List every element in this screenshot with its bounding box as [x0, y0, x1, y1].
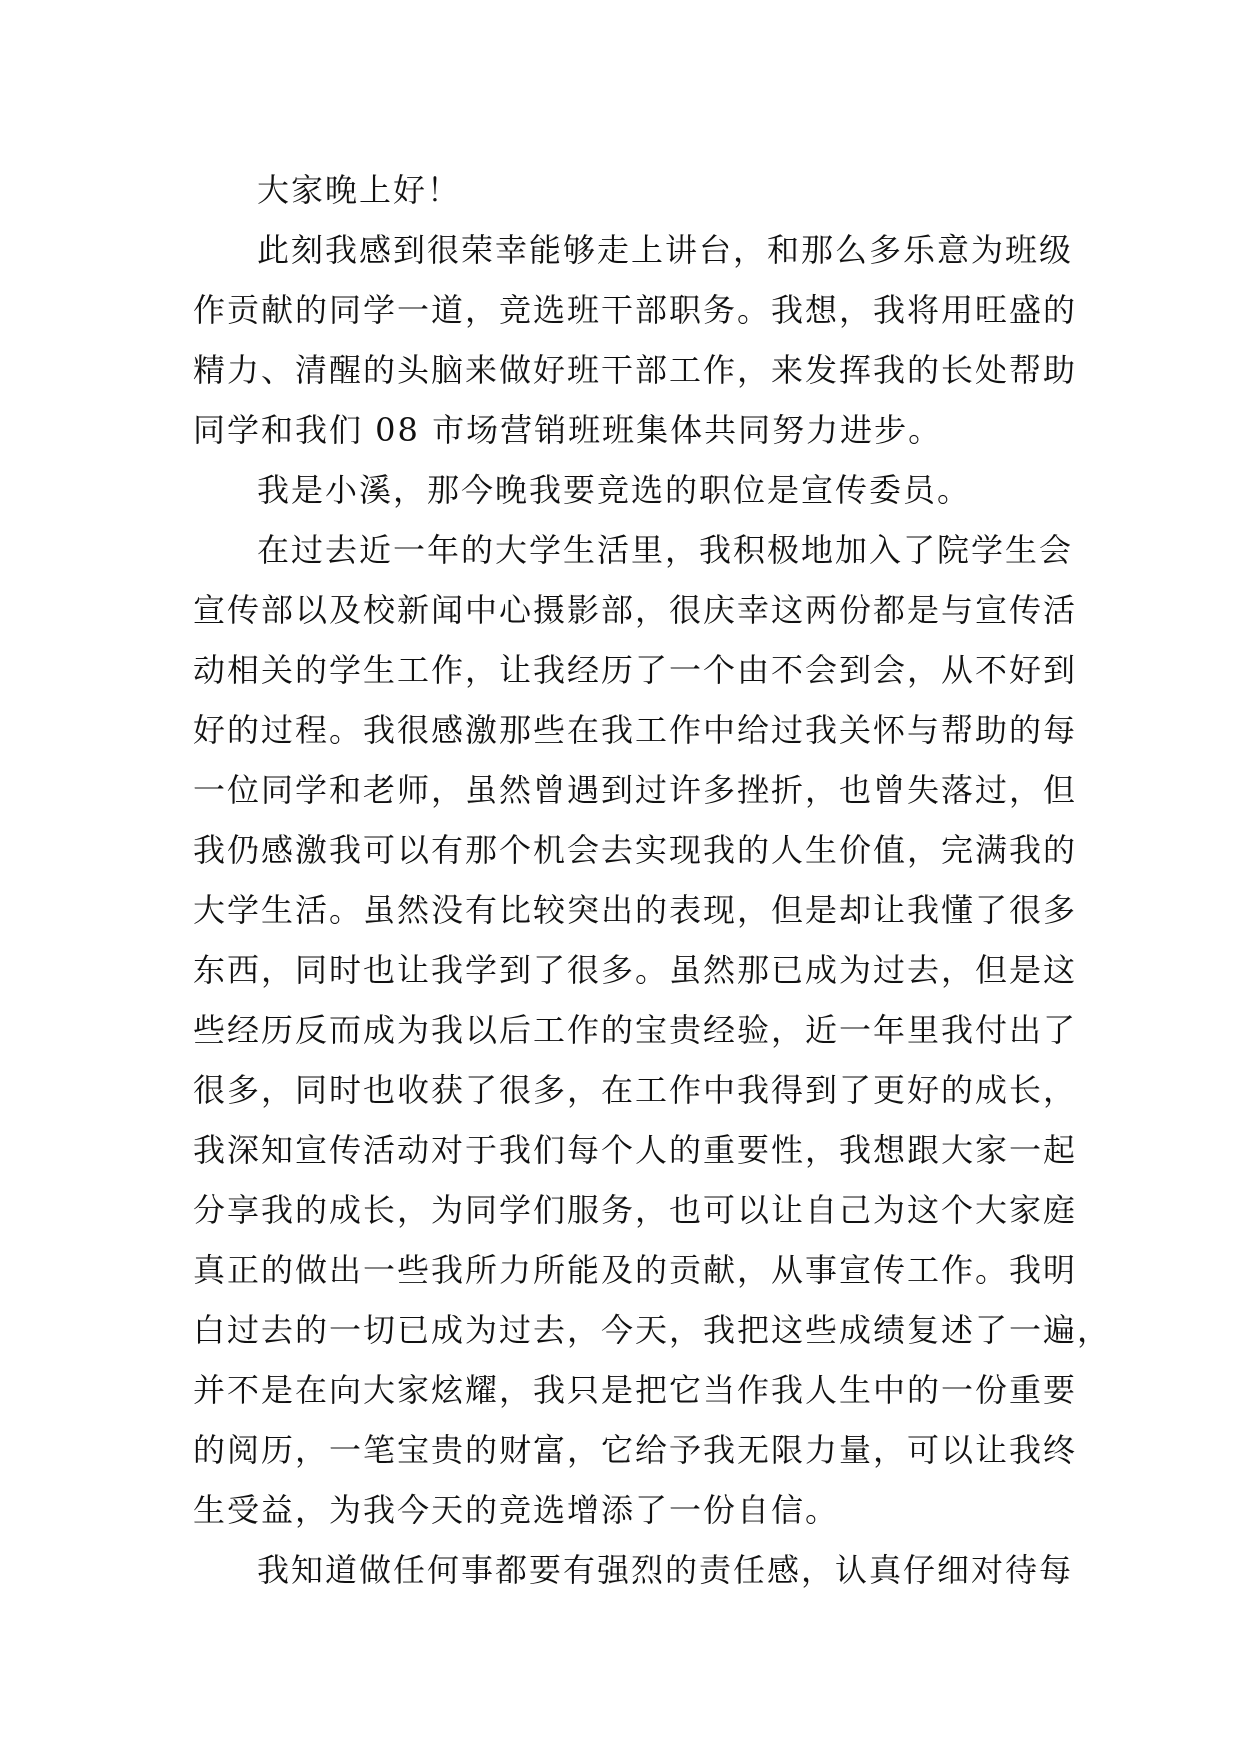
text-line: 精力、清醒的头脑来做好班干部工作，来发挥我的长处帮助 [193, 351, 1078, 389]
text-line: 我知道做任何事都要有强烈的责任感，认真仔细对待每 [257, 1551, 1074, 1589]
text-line: 的阅历，一笔宝贵的财富，它给予我无限力量，可以让我终 [193, 1431, 1078, 1469]
text-line: 宣传部以及校新闻中心摄影部，很庆幸这两份都是与宣传活 [193, 591, 1078, 629]
text-line: 我是小溪，那今晚我要竞选的职位是宣传委员。 [257, 471, 972, 509]
text-line: 我深知宣传活动对于我们每个人的重要性，我想跟大家一起 [193, 1131, 1078, 1169]
text-line: 并不是在向大家炫耀，我只是把它当作我人生中的一份重要 [193, 1371, 1078, 1409]
text-line: 好的过程。我很感激那些在我工作中给过我关怀与帮助的每 [193, 711, 1078, 749]
text-line: 同学和我们 08 市场营销班班集体共同努力进步。 [193, 411, 943, 449]
text-line: 分享我的成长，为同学们服务，也可以让自己为这个大家庭 [193, 1191, 1078, 1229]
document-body [193, 160, 1112, 1600]
text-line: 白过去的一切已成为过去，今天，我把这些成绩复述了一遍， [193, 1311, 1112, 1349]
text-line: 大家晚上好！ [257, 171, 462, 209]
text-line: 东西，同时也让我学到了很多。虽然那已成为过去，但是这 [193, 951, 1078, 989]
text-line: 动相关的学生工作，让我经历了一个由不会到会，从不好到 [193, 651, 1078, 689]
text-line: 生受益，为我今天的竞选增添了一份自信。 [193, 1491, 840, 1529]
text-line: 此刻我感到很荣幸能够走上讲台，和那么多乐意为班级 [257, 231, 1074, 269]
text-line: 我仍感激我可以有那个机会去实现我的人生价值，完满我的 [193, 831, 1078, 869]
text-line: 真正的做出一些我所力所能及的贡献，从事宣传工作。我明 [193, 1251, 1078, 1289]
text-line: 作贡献的同学一道，竞选班干部职务。我想，我将用旺盛的 [193, 291, 1078, 329]
text-line: 很多，同时也收获了很多，在工作中我得到了更好的成长， [193, 1071, 1078, 1109]
text-line: 些经历反而成为我以后工作的宝贵经验，近一年里我付出了 [193, 1011, 1078, 1049]
text-line: 在过去近一年的大学生活里，我积极地加入了院学生会 [257, 531, 1074, 569]
text-line: 一位同学和老师，虽然曾遇到过许多挫折，也曾失落过，但 [193, 771, 1078, 809]
text-line: 大学生活。虽然没有比较突出的表现，但是却让我懂了很多 [193, 891, 1078, 929]
